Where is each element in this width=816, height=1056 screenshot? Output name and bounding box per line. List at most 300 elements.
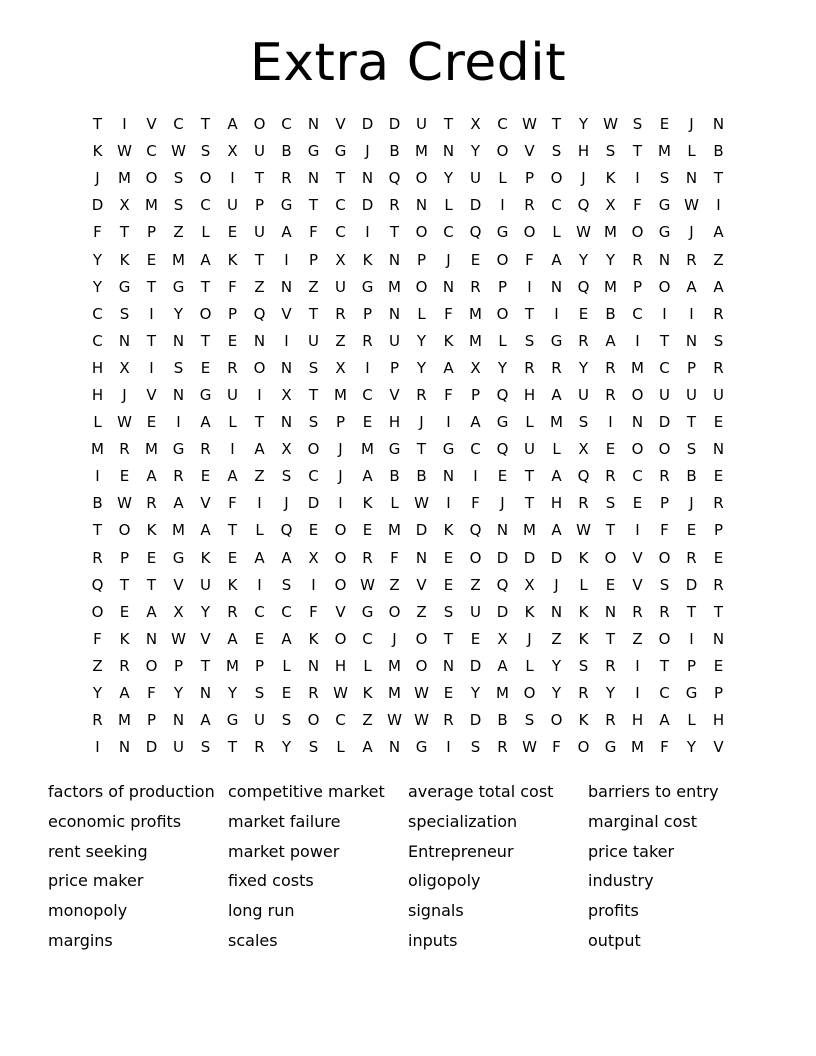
grid-letter: Y	[605, 684, 616, 703]
grid-letter: R	[92, 548, 103, 567]
grid-letter: B	[389, 467, 400, 486]
grid-letter: A	[281, 629, 292, 648]
grid-letter: O	[145, 656, 158, 675]
grid-letter: A	[362, 467, 373, 486]
grid-letter: T	[686, 602, 697, 621]
grid-letter: O	[658, 629, 671, 648]
grid-letter: W	[603, 115, 618, 134]
grid-letter: G	[685, 684, 698, 703]
grid-letter: A	[200, 711, 211, 730]
word-list-item: price maker	[48, 871, 144, 891]
grid-letter: G	[172, 548, 185, 567]
grid-letter: T	[308, 196, 319, 215]
grid-letter: N	[172, 711, 185, 730]
grid-letter: M	[415, 142, 428, 161]
grid-letter: V	[416, 575, 427, 594]
grid-letter: N	[415, 196, 428, 215]
grid-letter: V	[335, 602, 346, 621]
grid-letter: N	[685, 169, 698, 188]
grid-letter: X	[497, 629, 508, 648]
grid-letter: R	[227, 358, 238, 377]
grid-letter: X	[605, 196, 616, 215]
grid-letter: Y	[470, 684, 481, 703]
grid-letter: A	[551, 385, 562, 404]
grid-letter: W	[117, 142, 132, 161]
grid-letter: Y	[497, 358, 508, 377]
grid-letter: D	[307, 494, 320, 513]
grid-letter: X	[308, 548, 319, 567]
grid-letter: R	[713, 494, 724, 513]
grid-letter: M	[91, 440, 104, 459]
grid-letter: O	[307, 711, 320, 730]
grid-letter: A	[200, 250, 211, 269]
page-title: Extra Credit	[249, 33, 567, 93]
grid-letter: F	[147, 684, 156, 703]
grid-letter: M	[469, 304, 482, 323]
grid-letter: O	[496, 142, 509, 161]
word-list-item: Entrepreneur	[408, 841, 514, 861]
grid-letter: T	[254, 250, 265, 269]
grid-letter: A	[119, 684, 130, 703]
grid-letter: R	[200, 440, 211, 459]
grid-letter: P	[254, 196, 265, 215]
grid-letter: J	[689, 494, 694, 513]
grid-letter: R	[362, 331, 373, 350]
grid-letter: K	[362, 250, 373, 269]
grid-letter: R	[713, 575, 724, 594]
grid-letter: I	[365, 223, 370, 242]
grid-letter: R	[173, 467, 184, 486]
grid-letter: O	[334, 548, 347, 567]
grid-letter: T	[713, 602, 724, 621]
grid-letter: Y	[605, 250, 616, 269]
grid-letter: V	[713, 738, 724, 757]
grid-letter: T	[524, 304, 535, 323]
grid-letter: W	[117, 413, 132, 432]
grid-letter: I	[527, 277, 532, 296]
grid-letter: I	[122, 115, 127, 134]
grid-letter: L	[687, 711, 696, 730]
grid-letter: S	[173, 358, 184, 377]
grid-letter: Z	[416, 602, 427, 621]
grid-letter: O	[334, 575, 347, 594]
grid-row	[84, 734, 732, 761]
grid-letter: S	[551, 142, 562, 161]
grid-letter: C	[632, 304, 643, 323]
grid-row	[84, 111, 732, 138]
grid-letter: L	[498, 331, 507, 350]
grid-letter: G	[658, 223, 671, 242]
grid-letter: B	[686, 467, 697, 486]
grid-letter: W	[414, 711, 429, 730]
grid-letter: Y	[686, 738, 697, 757]
grid-letter: X	[578, 440, 589, 459]
grid-letter: E	[119, 467, 130, 486]
grid-letter: T	[605, 629, 616, 648]
grid-letter: C	[308, 467, 319, 486]
grid-letter: M	[334, 385, 347, 404]
grid-letter: I	[149, 358, 154, 377]
grid-letter: E	[713, 656, 724, 675]
grid-letter: M	[631, 358, 644, 377]
grid-letter: O	[334, 521, 347, 540]
grid-letter: W	[414, 684, 429, 703]
grid-letter: O	[631, 385, 644, 404]
grid-letter: G	[442, 440, 455, 459]
grid-letter: A	[551, 521, 562, 540]
grid-letter: Q	[469, 521, 482, 540]
grid-letter: I	[149, 304, 154, 323]
grid-letter: S	[200, 142, 211, 161]
grid-letter: N	[280, 277, 293, 296]
grid-letter: C	[362, 629, 373, 648]
grid-letter: J	[581, 169, 586, 188]
grid-letter: C	[659, 684, 670, 703]
grid-letter: O	[415, 223, 428, 242]
grid-letter: Y	[173, 684, 184, 703]
grid-letter: H	[91, 385, 104, 404]
word-list-item: marginal cost	[588, 811, 697, 831]
grid-letter: R	[578, 684, 589, 703]
grid-row	[84, 626, 732, 653]
word-list-item: fixed costs	[228, 871, 314, 891]
grid-letter: Q	[91, 575, 104, 594]
grid-letter: O	[334, 629, 347, 648]
grid-letter: T	[92, 115, 103, 134]
grid-letter: J	[122, 385, 127, 404]
grid-letter: R	[632, 250, 643, 269]
grid-letter: F	[444, 304, 453, 323]
grid-letter: O	[307, 440, 320, 459]
grid-letter: E	[713, 548, 724, 567]
grid-letter: Q	[469, 223, 482, 242]
grid-letter: I	[635, 331, 640, 350]
grid-letter: A	[281, 548, 292, 567]
grid-letter: G	[118, 277, 131, 296]
grid-letter: F	[309, 602, 318, 621]
grid-letter: Y	[92, 277, 103, 296]
grid-letter: K	[362, 494, 373, 513]
grid-letter: D	[91, 196, 104, 215]
word-list-item: market failure	[228, 811, 341, 831]
grid-letter: N	[442, 277, 455, 296]
grid-letter: R	[254, 738, 265, 757]
grid-letter: D	[388, 115, 401, 134]
grid-letter: L	[363, 656, 372, 675]
grid-row	[84, 246, 732, 273]
grid-letter: N	[631, 413, 644, 432]
word-list-item: signals	[408, 901, 464, 921]
grid-letter: Q	[388, 169, 401, 188]
grid-letter: S	[659, 169, 670, 188]
grid-letter: R	[524, 196, 535, 215]
grid-letter: K	[92, 142, 103, 161]
grid-letter: H	[577, 142, 590, 161]
grid-letter: A	[146, 467, 157, 486]
grid-letter: R	[227, 602, 238, 621]
grid-letter: S	[713, 331, 724, 350]
grid-row	[84, 436, 732, 463]
grid-letter: U	[659, 385, 670, 404]
grid-letter: F	[471, 494, 480, 513]
grid-letter: B	[605, 304, 616, 323]
word-column	[48, 777, 228, 956]
grid-letter: X	[119, 196, 130, 215]
grid-row	[84, 301, 732, 328]
grid-letter: H	[91, 358, 104, 377]
grid-letter: I	[257, 575, 262, 594]
grid-letter: I	[689, 304, 694, 323]
grid-letter: G	[496, 223, 509, 242]
grid-letter: N	[442, 142, 455, 161]
grid-letter: I	[473, 467, 478, 486]
grid-letter: Y	[551, 656, 562, 675]
grid-letter: W	[333, 684, 348, 703]
grid-letter: J	[446, 250, 451, 269]
grid-letter: P	[308, 250, 319, 269]
grid-letter: N	[280, 358, 293, 377]
grid-letter: S	[686, 440, 697, 459]
grid-letter: A	[551, 467, 562, 486]
grid-letter: J	[419, 413, 424, 432]
grid-letter: E	[659, 115, 670, 134]
grid-letter: E	[632, 494, 643, 513]
grid-letter: N	[442, 656, 455, 675]
grid-letter: M	[388, 277, 401, 296]
grid-letter: S	[605, 142, 616, 161]
grid-letter: N	[280, 413, 293, 432]
grid-letter: M	[604, 277, 617, 296]
grid-letter: U	[389, 331, 400, 350]
grid-letter: R	[605, 711, 616, 730]
grid-letter: T	[659, 331, 670, 350]
grid-letter: T	[524, 494, 535, 513]
grid-letter: W	[171, 142, 186, 161]
grid-letter: M	[469, 331, 482, 350]
grid-letter: I	[554, 304, 559, 323]
word-list-item: scales	[228, 930, 278, 950]
grid-letter: G	[172, 440, 185, 459]
grid-letter: K	[227, 575, 238, 594]
grid-letter: N	[118, 331, 131, 350]
grid-letter: R	[659, 602, 670, 621]
grid-letter: O	[118, 521, 131, 540]
grid-letter: R	[497, 738, 508, 757]
grid-letter: O	[496, 250, 509, 269]
grid-letter: T	[254, 413, 265, 432]
grid-letter: W	[522, 115, 537, 134]
grid-letter: F	[633, 196, 642, 215]
grid-letter: K	[578, 629, 589, 648]
grid-row	[84, 490, 732, 517]
grid-letter: R	[146, 494, 157, 513]
grid-letter: I	[608, 413, 613, 432]
grid-letter: V	[281, 304, 292, 323]
word-list-item: margins	[48, 930, 113, 950]
grid-letter: T	[146, 575, 157, 594]
grid-letter: Q	[253, 304, 266, 323]
grid-letter: L	[417, 304, 426, 323]
grid-letter: V	[173, 575, 184, 594]
grid-letter: A	[146, 602, 157, 621]
grid-letter: C	[92, 304, 103, 323]
grid-letter: A	[281, 223, 292, 242]
grid-letter: M	[550, 413, 563, 432]
grid-letter: H	[388, 413, 401, 432]
grid-letter: O	[199, 169, 212, 188]
grid-letter: L	[444, 196, 453, 215]
grid-letter: D	[658, 413, 671, 432]
grid-letter: U	[470, 602, 481, 621]
grid-letter: N	[712, 629, 725, 648]
grid-letter: F	[93, 629, 102, 648]
word-list-item: market power	[228, 841, 340, 861]
grid-letter: A	[227, 467, 238, 486]
word-list-item: price taker	[588, 841, 675, 861]
grid-row	[84, 138, 732, 165]
word-list-item: competitive market	[228, 782, 385, 801]
grid-letter: S	[200, 738, 211, 757]
grid-letter: R	[578, 331, 589, 350]
grid-letter: L	[282, 656, 291, 675]
grid-letter: R	[416, 385, 427, 404]
grid-letter: R	[605, 358, 616, 377]
grid-letter: U	[335, 277, 346, 296]
grid-letter: B	[416, 467, 427, 486]
grid-letter: H	[550, 494, 563, 513]
grid-letter: B	[92, 494, 103, 513]
grid-letter: U	[713, 385, 724, 404]
grid-letter: Z	[470, 575, 481, 594]
grid-letter: D	[550, 548, 563, 567]
grid-letter: T	[200, 277, 211, 296]
grid-letter: N	[253, 331, 266, 350]
grid-letter: F	[525, 250, 534, 269]
grid-letter: O	[604, 548, 617, 567]
grid-letter: E	[200, 358, 211, 377]
grid-letter: Y	[578, 358, 589, 377]
grid-letter: N	[172, 385, 185, 404]
word-list-item: profits	[588, 901, 639, 921]
grid-letter: P	[632, 277, 643, 296]
grid-row	[84, 382, 732, 409]
grid-letter: J	[689, 223, 694, 242]
grid-letter: G	[307, 142, 320, 161]
grid-letter: L	[525, 413, 534, 432]
grid-letter: M	[361, 440, 374, 459]
grid-letter: U	[254, 142, 265, 161]
grid-letter: U	[470, 169, 481, 188]
grid-letter: X	[335, 250, 346, 269]
grid-letter: R	[524, 358, 535, 377]
word-column	[228, 777, 408, 956]
grid-letter: T	[308, 304, 319, 323]
grid-letter: O	[415, 656, 428, 675]
word-list-item: long run	[228, 901, 295, 921]
word-list	[48, 777, 788, 956]
grid-letter: O	[523, 223, 536, 242]
grid-letter: G	[280, 196, 293, 215]
grid-letter: R	[308, 684, 319, 703]
grid-letter: I	[95, 738, 100, 757]
grid-letter: M	[118, 169, 131, 188]
grid-letter: Y	[92, 684, 103, 703]
grid-letter: C	[659, 358, 670, 377]
grid-letter: N	[496, 521, 509, 540]
grid-letter: A	[470, 413, 481, 432]
grid-letter: O	[145, 169, 158, 188]
grid-letter: E	[146, 413, 157, 432]
grid-letter: R	[335, 304, 346, 323]
grid-letter: T	[659, 656, 670, 675]
grid-letter: P	[389, 358, 400, 377]
grid-letter: B	[281, 142, 292, 161]
grid-letter: P	[227, 304, 238, 323]
grid-letter: V	[200, 494, 211, 513]
grid-letter: V	[524, 142, 535, 161]
grid-letter: P	[254, 656, 265, 675]
grid-letter: N	[604, 602, 617, 621]
grid-letter: O	[91, 602, 104, 621]
grid-letter: T	[335, 169, 346, 188]
grid-letter: H	[523, 385, 536, 404]
grid-letter: L	[579, 575, 588, 594]
grid-letter: K	[578, 548, 589, 567]
grid-letter: Q	[280, 521, 293, 540]
word-list-item: monopoly	[48, 901, 128, 921]
grid-letter: P	[335, 413, 346, 432]
grid-letter: M	[145, 440, 158, 459]
grid-letter: K	[578, 711, 589, 730]
grid-letter: G	[199, 385, 212, 404]
grid-row	[84, 192, 732, 219]
grid-letter: U	[524, 440, 535, 459]
grid-letter: R	[362, 548, 373, 567]
grid-letter: U	[308, 331, 319, 350]
grid-letter: I	[716, 196, 721, 215]
grid-letter: I	[662, 304, 667, 323]
grid-letter: K	[362, 684, 373, 703]
grid-letter: K	[119, 629, 130, 648]
grid-letter: E	[713, 467, 724, 486]
grid-letter: I	[446, 494, 451, 513]
grid-letter: M	[604, 223, 617, 242]
grid-letter: T	[605, 521, 616, 540]
grid-letter: R	[443, 711, 454, 730]
grid-letter: V	[335, 115, 346, 134]
grid-letter: N	[118, 738, 131, 757]
grid-letter: B	[389, 142, 400, 161]
grid-letter: V	[389, 385, 400, 404]
grid-letter: C	[497, 115, 508, 134]
grid-letter: V	[632, 548, 643, 567]
grid-letter: G	[604, 738, 617, 757]
grid-letter: R	[605, 385, 616, 404]
grid-letter: S	[659, 575, 670, 594]
grid-letter: O	[658, 548, 671, 567]
word-list-item: output	[588, 930, 641, 950]
grid-letter: E	[227, 548, 238, 567]
word-list-item: barriers to entry	[588, 782, 719, 801]
grid-letter: S	[524, 331, 535, 350]
grid-letter: E	[497, 467, 508, 486]
grid-letter: A	[443, 358, 454, 377]
grid-letter: N	[361, 169, 374, 188]
grid-letter: T	[443, 115, 454, 134]
grid-letter: S	[470, 738, 481, 757]
grid-letter: A	[659, 711, 670, 730]
grid-letter: I	[284, 331, 289, 350]
